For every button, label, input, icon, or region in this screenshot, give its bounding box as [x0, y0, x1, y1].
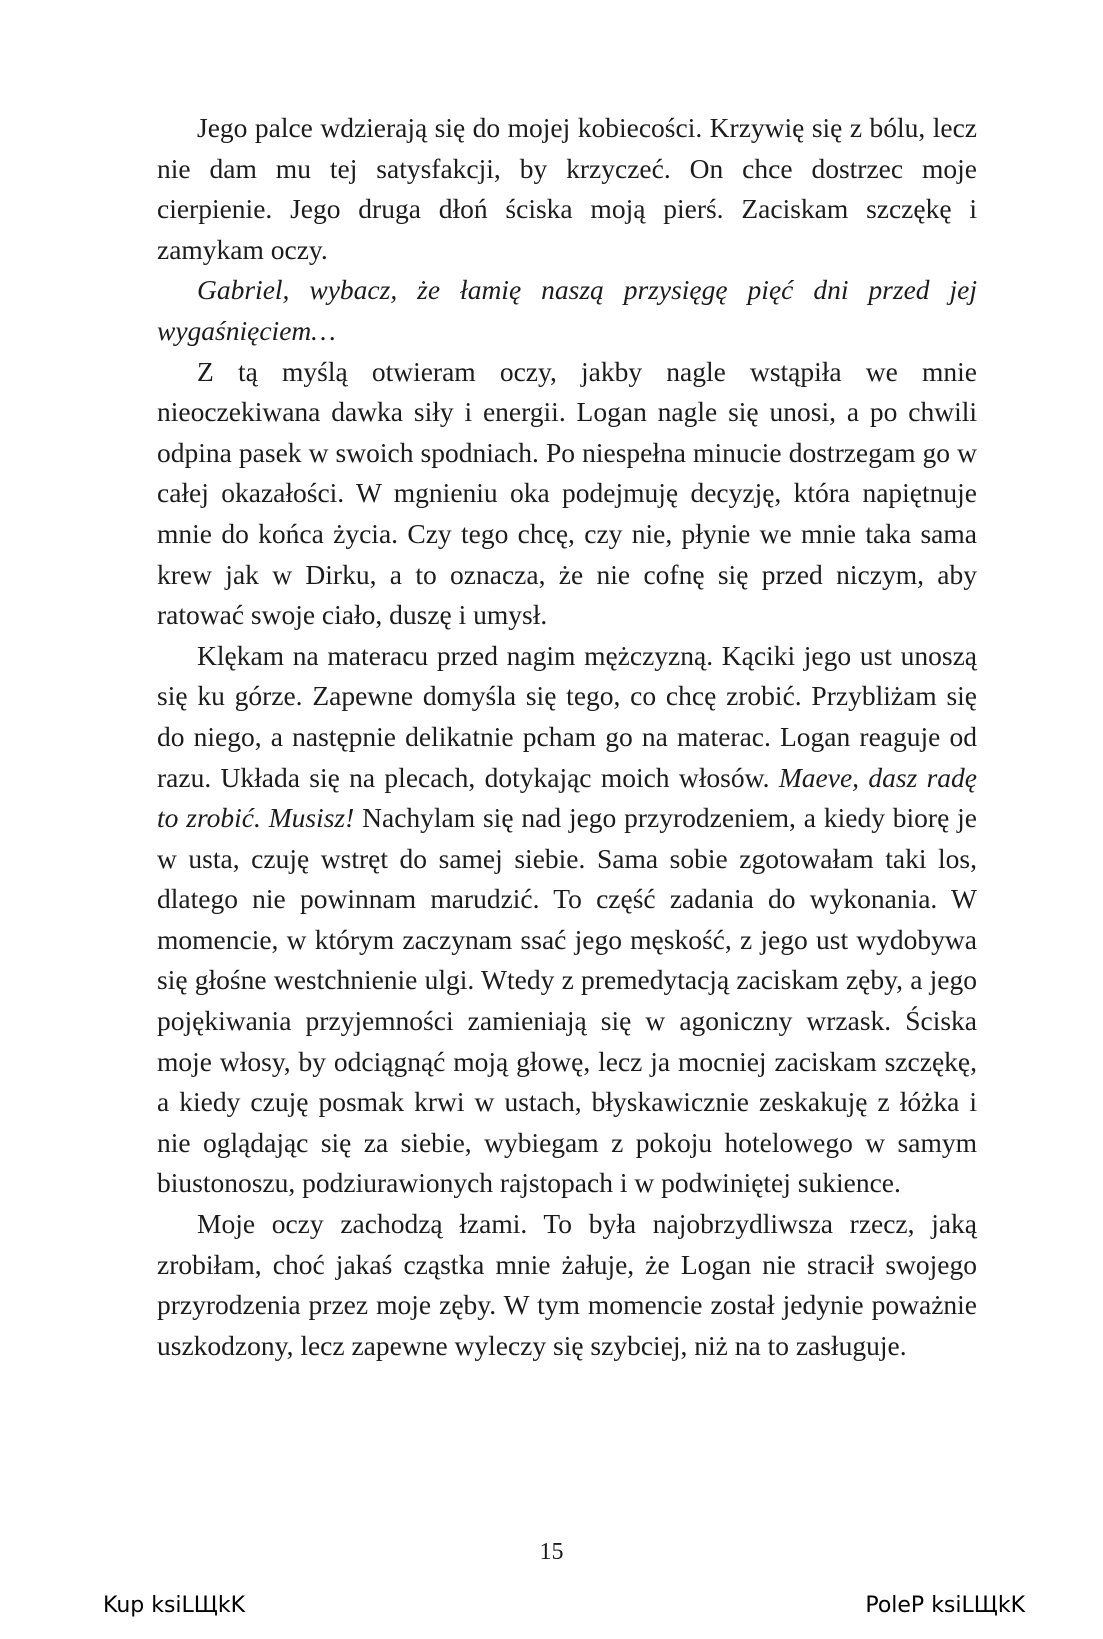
paragraph-4	[157, 636, 977, 1204]
recommend-book-link[interactable]: PoleP ksiLЩkK	[865, 1593, 1025, 1618]
buy-book-link[interactable]: Kup ksiLЩkK	[103, 1593, 246, 1618]
italic-thought-maeve: Maeve, dasz radę to zrobić. Musisz!	[157, 761, 978, 834]
paragraph-5: Moje oczy zachodzą łzami. To była najobrzydliwsza rzecz, jaką zrobiłam, choć jakaś cząstka mnie żałuje, że Logan nie stracił swojego przyrodzenia przez moje zęby. W tym momencie został jedynie poważnie uszkodzony, lecz zapewne wyleczy się szybciej, niż na to zasługuje.	[157, 1208, 977, 1361]
italic-thought-gabriel: Gabriel, wybacz, że łamię naszą przysięgę pięć dni przed jej wygaśnięciem…	[157, 274, 977, 346]
page-number: 15	[539, 1539, 564, 1565]
paragraph-2	[157, 270, 977, 351]
paragraph-4-part-b: Nachylam się nad jego przyrodzeniem, a kiedy biorę je w usta, czuję wstręt do samej siebie. Sama sobie zgotowałam taki los, dlatego nie powinnam marudzić. To część zadania do wykonania. W momencie, w którym zaczynam ssać jego męskość, z jego ust wydobywa się głośne westchnienie ulgi. Wtedy z premedytacją zaciskam zęby, a jego pojękiwania przyjemności zamieniają się w agoniczny wrzask. Ściska moje włosy, by odciągnąć moją głowę, lecz ja mocniej zaciskam szczękę, a kiedy czuję posmak krwi w ustach, błyskawicznie zeskakuję z łóżka i nie oglądając się za siebie, wybiegam z pokoju hotelowego w samym biustonoszu, podziurawionych rajstopach i w podwiniętej sukience.	[157, 802, 977, 1199]
paragraph-4-part-a: Klękam na materacu przed nagim mężczyzną. Kąciki jego ust unoszą się ku górze. Zapewne domyśla się tego, co chcę zrobić. Przybliżam się do niego, a następnie delikatnie pcham go na materac. Logan reaguje od razu. Układa się na plecach, dotykając moich włosów.	[157, 639, 977, 793]
paragraph-1: Jego palce wdzierają się do mojej kobiecości. Krzywię się z bólu, lecz nie dam mu tej satysfakcji, by krzyczeć. On chce dostrzec moje cierpienie. Jego druga dłoń ściska moją pierś. Zaciskam szczękę i zamykam oczy.	[157, 112, 977, 265]
paragraph-3: Z tą myślą otwieram oczy, jakby nagle wstąpiła we mnie nieoczekiwana dawka siły i energii. Logan nagle się unosi, a po chwili odpina pasek w swoich spodniach. Po niespełna minucie dostrzegam go w całej okazałości. W mgnieniu oka podejmuję decyzję, która napiętnuje mnie do końca życia. Czy tego chcę, czy nie, płynie we mnie taka sama krew jak w Dirku, a to oznacza, że nie cofnę się przed niczym, aby ratować swoje ciało, duszę i umysł.	[157, 355, 977, 631]
page-body	[157, 108, 977, 1366]
